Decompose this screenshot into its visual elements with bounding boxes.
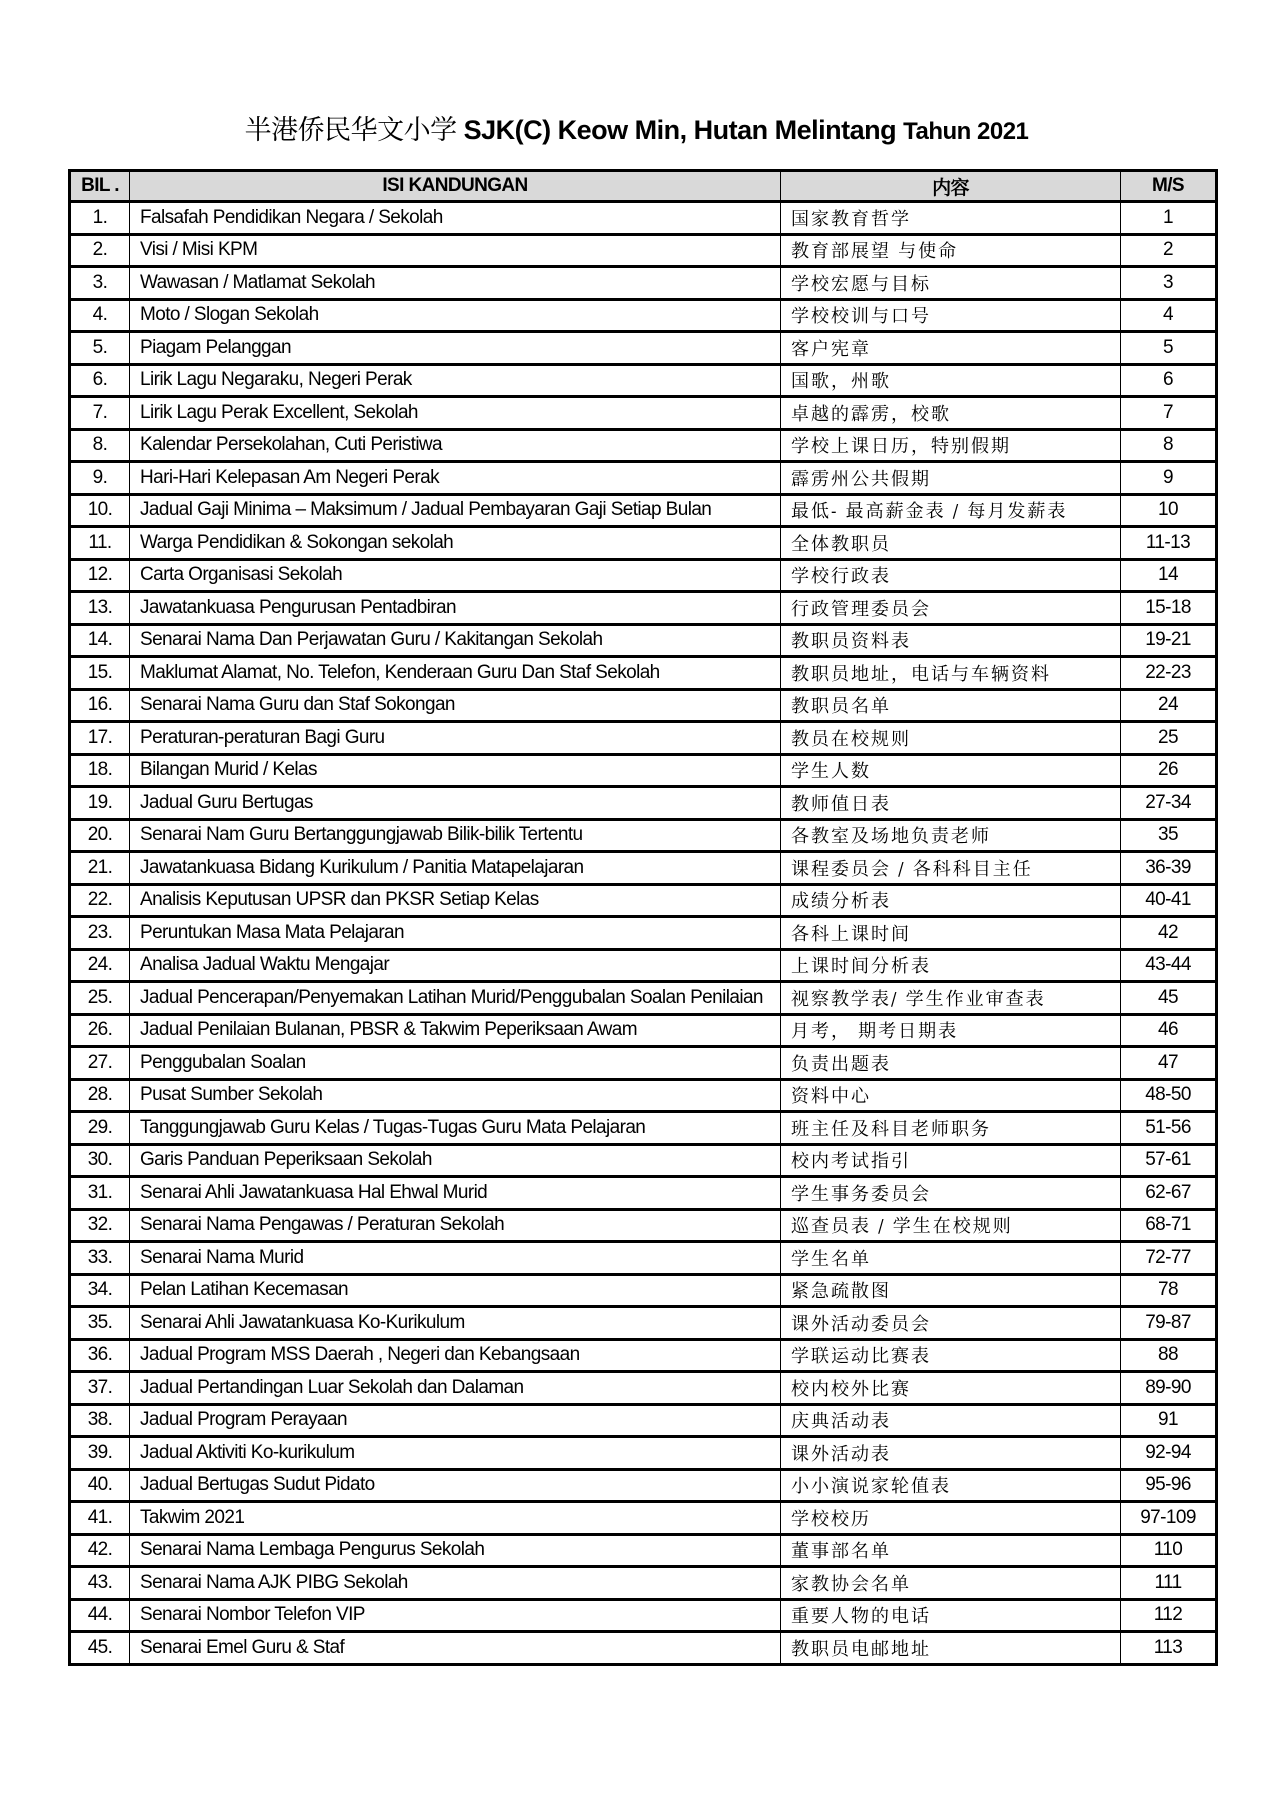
header-bil: BIL .	[70, 171, 130, 202]
row-page: 40-41	[1121, 884, 1217, 917]
row-number: 38.	[70, 1404, 130, 1437]
row-number: 11.	[70, 527, 130, 560]
row-number: 22.	[70, 884, 130, 917]
row-page: 14	[1121, 559, 1217, 592]
table-row	[70, 884, 1217, 917]
header-isi: ISI KANDUNGAN	[130, 171, 781, 202]
row-number: 5.	[70, 332, 130, 365]
row-title: Lirik Lagu Negaraku, Negeri Perak	[130, 364, 781, 397]
row-chinese: 校内考试指引	[781, 1144, 1121, 1177]
row-page: 62-67	[1121, 1177, 1217, 1210]
row-number: 10.	[70, 494, 130, 527]
row-number: 15.	[70, 657, 130, 690]
row-number: 16.	[70, 689, 130, 722]
header-row	[70, 171, 1217, 202]
row-chinese: 学生事务委员会	[781, 1177, 1121, 1210]
table-row	[70, 234, 1217, 267]
row-title: Senarai Nama Guru dan Staf Sokongan	[130, 689, 781, 722]
row-page: 47	[1121, 1047, 1217, 1080]
row-page: 6	[1121, 364, 1217, 397]
title-chinese: 半港侨民华文小学	[244, 115, 457, 146]
row-page: 36-39	[1121, 852, 1217, 885]
row-chinese: 资料中心	[781, 1079, 1121, 1112]
row-chinese: 各科上课时间	[781, 917, 1121, 950]
row-chinese: 课程委员会 / 各科科目主任	[781, 852, 1121, 885]
row-number: 32.	[70, 1209, 130, 1242]
row-page: 91	[1121, 1404, 1217, 1437]
table-row	[70, 332, 1217, 365]
row-page: 88	[1121, 1339, 1217, 1372]
row-chinese: 客户宪章	[781, 332, 1121, 365]
row-chinese: 教员在校规则	[781, 722, 1121, 755]
row-number: 21.	[70, 852, 130, 885]
table-row	[70, 1437, 1217, 1470]
row-title: Analisis Keputusan UPSR dan PKSR Setiap Kelas	[130, 884, 781, 917]
row-page: 78	[1121, 1274, 1217, 1307]
row-page: 24	[1121, 689, 1217, 722]
row-title: Warga Pendidikan & Sokongan sekolah	[130, 527, 781, 560]
row-page: 48-50	[1121, 1079, 1217, 1112]
row-page: 8	[1121, 429, 1217, 462]
row-title: Penggubalan Soalan	[130, 1047, 781, 1080]
row-number: 14.	[70, 624, 130, 657]
row-number: 7.	[70, 397, 130, 430]
row-title: Peraturan-peraturan Bagi Guru	[130, 722, 781, 755]
row-chinese: 课外活动委员会	[781, 1307, 1121, 1340]
row-page: 42	[1121, 917, 1217, 950]
row-chinese: 全体教职员	[781, 527, 1121, 560]
row-title: Peruntukan Masa Mata Pelajaran	[130, 917, 781, 950]
row-number: 28.	[70, 1079, 130, 1112]
row-number: 12.	[70, 559, 130, 592]
row-chinese: 校内校外比赛	[781, 1372, 1121, 1405]
row-page: 26	[1121, 754, 1217, 787]
row-number: 40.	[70, 1469, 130, 1502]
row-number: 23.	[70, 917, 130, 950]
row-title: Lirik Lagu Perak Excellent, Sekolah	[130, 397, 781, 430]
row-title: Pelan Latihan Kecemasan	[130, 1274, 781, 1307]
table-row	[70, 1307, 1217, 1340]
row-chinese: 学校行政表	[781, 559, 1121, 592]
table-row	[70, 527, 1217, 560]
row-number: 36.	[70, 1339, 130, 1372]
table-row	[70, 397, 1217, 430]
row-chinese: 课外活动表	[781, 1437, 1121, 1470]
row-chinese: 学生名单	[781, 1242, 1121, 1275]
row-page: 35	[1121, 819, 1217, 852]
table-row	[70, 429, 1217, 462]
row-title: Senarai Ahli Jawatankuasa Ko-Kurikulum	[130, 1307, 781, 1340]
table-row	[70, 494, 1217, 527]
row-title: Jawatankuasa Bidang Kurikulum / Panitia Matapelajaran	[130, 852, 781, 885]
row-title: Piagam Pelanggan	[130, 332, 781, 365]
row-page: 3	[1121, 267, 1217, 300]
row-number: 17.	[70, 722, 130, 755]
table-row	[70, 852, 1217, 885]
row-page: 112	[1121, 1599, 1217, 1632]
row-number: 33.	[70, 1242, 130, 1275]
row-title: Senarai Nama Pengawas / Peraturan Sekolah	[130, 1209, 781, 1242]
row-number: 8.	[70, 429, 130, 462]
row-number: 2.	[70, 234, 130, 267]
row-chinese: 董事部名单	[781, 1534, 1121, 1567]
row-page: 7	[1121, 397, 1217, 430]
row-chinese: 教职员资料表	[781, 624, 1121, 657]
row-chinese: 教育部展望 与使命	[781, 234, 1121, 267]
row-page: 110	[1121, 1534, 1217, 1567]
table-row	[70, 1014, 1217, 1047]
table-row	[70, 787, 1217, 820]
row-page: 1	[1121, 202, 1217, 235]
table-row	[70, 1242, 1217, 1275]
table-row	[70, 559, 1217, 592]
row-title: Senarai Ahli Jawatankuasa Hal Ehwal Murid	[130, 1177, 781, 1210]
row-page: 95-96	[1121, 1469, 1217, 1502]
row-chinese: 学校宏愿与目标	[781, 267, 1121, 300]
row-page: 43-44	[1121, 949, 1217, 982]
row-page: 68-71	[1121, 1209, 1217, 1242]
table-row	[70, 722, 1217, 755]
table-row	[70, 917, 1217, 950]
row-title: Maklumat Alamat, No. Telefon, Kenderaan Guru Dan Staf Sekolah	[130, 657, 781, 690]
row-number: 37.	[70, 1372, 130, 1405]
row-number: 44.	[70, 1599, 130, 1632]
table-row	[70, 299, 1217, 332]
table-row	[70, 1632, 1217, 1665]
table-row	[70, 592, 1217, 625]
row-page: 9	[1121, 462, 1217, 495]
row-title: Bilangan Murid / Kelas	[130, 754, 781, 787]
row-page: 51-56	[1121, 1112, 1217, 1145]
table-row	[70, 1112, 1217, 1145]
row-page: 111	[1121, 1567, 1217, 1600]
row-number: 4.	[70, 299, 130, 332]
table-row	[70, 1144, 1217, 1177]
row-number: 9.	[70, 462, 130, 495]
row-title: Senarai Emel Guru & Staf	[130, 1632, 781, 1665]
row-title: Jadual Aktiviti Ko-kurikulum	[130, 1437, 781, 1470]
page-title	[0, 108, 1273, 147]
row-number: 35.	[70, 1307, 130, 1340]
row-number: 25.	[70, 982, 130, 1015]
row-number: 29.	[70, 1112, 130, 1145]
row-chinese: 成绩分析表	[781, 884, 1121, 917]
table-row	[70, 267, 1217, 300]
row-chinese: 学校校训与口号	[781, 299, 1121, 332]
row-title: Tanggungjawab Guru Kelas / Tugas-Tugas Guru Mata Pelajaran	[130, 1112, 781, 1145]
row-number: 24.	[70, 949, 130, 982]
row-chinese: 紧急疏散图	[781, 1274, 1121, 1307]
table-row	[70, 1599, 1217, 1632]
title-year: Tahun 2021	[903, 118, 1029, 145]
row-chinese: 行政管理委员会	[781, 592, 1121, 625]
row-page: 10	[1121, 494, 1217, 527]
row-title: Senarai Nombor Telefon VIP	[130, 1599, 781, 1632]
row-title: Garis Panduan Peperiksaan Sekolah	[130, 1144, 781, 1177]
row-chinese: 学生人数	[781, 754, 1121, 787]
row-chinese: 庆典活动表	[781, 1404, 1121, 1437]
row-page: 97-109	[1121, 1502, 1217, 1535]
row-page: 89-90	[1121, 1372, 1217, 1405]
row-title: Jadual Bertugas Sudut Pidato	[130, 1469, 781, 1502]
row-title: Visi / Misi KPM	[130, 234, 781, 267]
header-zh: 内容	[781, 171, 1121, 202]
row-title: Jawatankuasa Pengurusan Pentadbiran	[130, 592, 781, 625]
row-title: Pusat Sumber Sekolah	[130, 1079, 781, 1112]
row-page: 27-34	[1121, 787, 1217, 820]
contents-table	[68, 169, 1218, 1666]
row-number: 1.	[70, 202, 130, 235]
table-row	[70, 1502, 1217, 1535]
row-page: 4	[1121, 299, 1217, 332]
row-page: 22-23	[1121, 657, 1217, 690]
row-title: Jadual Pertandingan Luar Sekolah dan Dalaman	[130, 1372, 781, 1405]
table-row	[70, 1567, 1217, 1600]
row-chinese: 国家教育哲学	[781, 202, 1121, 235]
row-number: 3.	[70, 267, 130, 300]
row-number: 30.	[70, 1144, 130, 1177]
table-row	[70, 657, 1217, 690]
row-chinese: 教职员电邮地址	[781, 1632, 1121, 1665]
table-row	[70, 754, 1217, 787]
header-ms: M/S	[1121, 171, 1217, 202]
table-row	[70, 202, 1217, 235]
row-number: 31.	[70, 1177, 130, 1210]
row-chinese: 重要人物的电话	[781, 1599, 1121, 1632]
table-row	[70, 982, 1217, 1015]
row-page: 57-61	[1121, 1144, 1217, 1177]
row-page: 46	[1121, 1014, 1217, 1047]
row-page: 92-94	[1121, 1437, 1217, 1470]
row-number: 43.	[70, 1567, 130, 1600]
row-title: Takwim 2021	[130, 1502, 781, 1535]
row-chinese: 教职员地址，电话与车辆资料	[781, 657, 1121, 690]
row-chinese: 班主任及科目老师职务	[781, 1112, 1121, 1145]
row-chinese: 上课时间分析表	[781, 949, 1121, 982]
row-number: 20.	[70, 819, 130, 852]
row-title: Jadual Pencerapan/Penyemakan Latihan Murid/Penggubalan Soalan Penilaian	[130, 982, 781, 1015]
row-number: 6.	[70, 364, 130, 397]
row-title: Falsafah Pendidikan Negara / Sekolah	[130, 202, 781, 235]
table-row	[70, 1534, 1217, 1567]
row-page: 72-77	[1121, 1242, 1217, 1275]
table-row	[70, 624, 1217, 657]
row-title: Jadual Penilaian Bulanan, PBSR & Takwim Peperiksaan Awam	[130, 1014, 781, 1047]
table-row	[70, 1209, 1217, 1242]
table-row	[70, 1177, 1217, 1210]
row-title: Senarai Nam Guru Bertanggungjawab Bilik-bilik Tertentu	[130, 819, 781, 852]
row-page: 11-13	[1121, 527, 1217, 560]
row-title: Senarai Nama Murid	[130, 1242, 781, 1275]
table-row	[70, 949, 1217, 982]
row-chinese: 教职员名单	[781, 689, 1121, 722]
row-number: 19.	[70, 787, 130, 820]
row-number: 39.	[70, 1437, 130, 1470]
row-title: Senarai Nama Lembaga Pengurus Sekolah	[130, 1534, 781, 1567]
table-row	[70, 462, 1217, 495]
row-title: Jadual Gaji Minima – Maksimum / Jadual Pembayaran Gaji Setiap Bulan	[130, 494, 781, 527]
title-school: SJK(C) Keow Min, Hutan Melintang	[463, 115, 897, 145]
row-number: 18.	[70, 754, 130, 787]
row-number: 42.	[70, 1534, 130, 1567]
table-row	[70, 819, 1217, 852]
row-title: Jadual Guru Bertugas	[130, 787, 781, 820]
row-title: Jadual Program MSS Daerah , Negeri dan Kebangsaan	[130, 1339, 781, 1372]
table-row	[70, 1047, 1217, 1080]
row-chinese: 教师值日表	[781, 787, 1121, 820]
table-row	[70, 1469, 1217, 1502]
table-row	[70, 1339, 1217, 1372]
row-chinese: 巡查员表 / 学生在校规则	[781, 1209, 1121, 1242]
row-title: Hari-Hari Kelepasan Am Negeri Perak	[130, 462, 781, 495]
row-title: Senarai Nama Dan Perjawatan Guru / Kakitangan Sekolah	[130, 624, 781, 657]
row-number: 26.	[70, 1014, 130, 1047]
row-chinese: 各教室及场地负责老师	[781, 819, 1121, 852]
table-row	[70, 1372, 1217, 1405]
row-page: 2	[1121, 234, 1217, 267]
row-page: 25	[1121, 722, 1217, 755]
row-title: Jadual Program Perayaan	[130, 1404, 781, 1437]
row-title: Carta Organisasi Sekolah	[130, 559, 781, 592]
row-chinese: 视察教学表/ 学生作业审查表	[781, 982, 1121, 1015]
row-chinese: 负责出题表	[781, 1047, 1121, 1080]
row-chinese: 月考， 期考日期表	[781, 1014, 1121, 1047]
row-chinese: 霹雳州公共假期	[781, 462, 1121, 495]
row-chinese: 学校上课日历，特别假期	[781, 429, 1121, 462]
row-page: 19-21	[1121, 624, 1217, 657]
table-row	[70, 689, 1217, 722]
row-title: Kalendar Persekolahan, Cuti Peristiwa	[130, 429, 781, 462]
table-row	[70, 1079, 1217, 1112]
row-chinese: 卓越的霹雳，校歌	[781, 397, 1121, 430]
row-number: 34.	[70, 1274, 130, 1307]
row-page: 79-87	[1121, 1307, 1217, 1340]
row-title: Analisa Jadual Waktu Mengajar	[130, 949, 781, 982]
row-chinese: 学联运动比赛表	[781, 1339, 1121, 1372]
row-chinese: 最低- 最高薪金表 / 每月发薪表	[781, 494, 1121, 527]
row-page: 113	[1121, 1632, 1217, 1665]
row-page: 15-18	[1121, 592, 1217, 625]
row-chinese: 家教协会名单	[781, 1567, 1121, 1600]
row-number: 41.	[70, 1502, 130, 1535]
row-chinese: 学校校历	[781, 1502, 1121, 1535]
row-title: Moto / Slogan Sekolah	[130, 299, 781, 332]
row-number: 45.	[70, 1632, 130, 1665]
row-title: Senarai Nama AJK PIBG Sekolah	[130, 1567, 781, 1600]
row-title: Wawasan / Matlamat Sekolah	[130, 267, 781, 300]
row-chinese: 小小演说家轮值表	[781, 1469, 1121, 1502]
table-row	[70, 1404, 1217, 1437]
row-page: 45	[1121, 982, 1217, 1015]
table-row	[70, 364, 1217, 397]
row-chinese: 国歌，州歌	[781, 364, 1121, 397]
row-number: 13.	[70, 592, 130, 625]
table-row	[70, 1274, 1217, 1307]
row-page: 5	[1121, 332, 1217, 365]
row-number: 27.	[70, 1047, 130, 1080]
